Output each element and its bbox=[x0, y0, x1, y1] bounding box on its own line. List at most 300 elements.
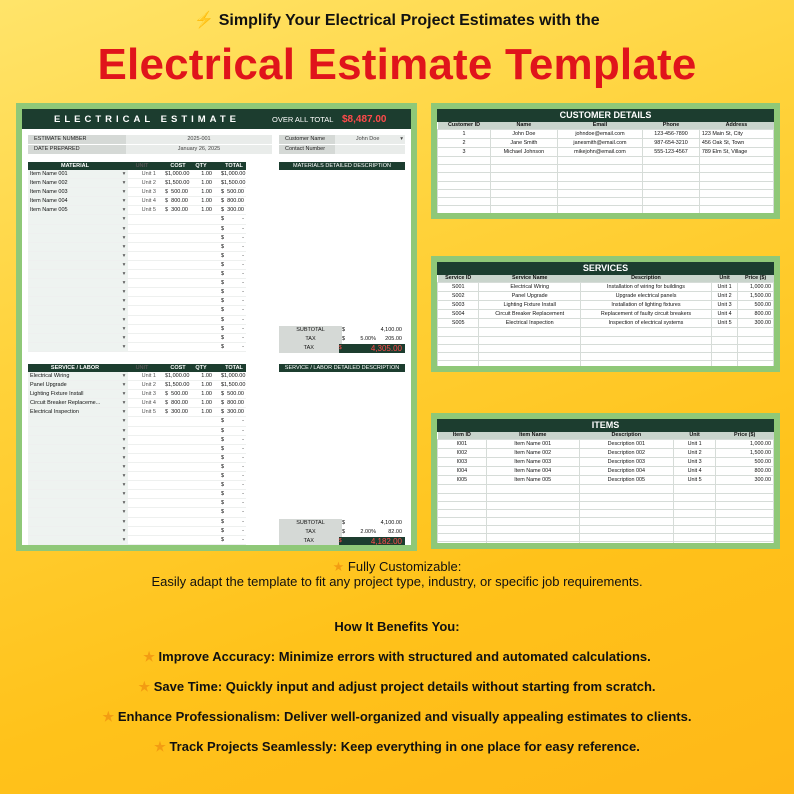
table-cell[interactable]: 500.00 bbox=[716, 458, 774, 467]
qty-cell[interactable]: 1.00 bbox=[201, 409, 212, 416]
qty-cell[interactable] bbox=[190, 325, 214, 333]
table-cell[interactable]: johndoe@email.com bbox=[557, 130, 642, 139]
table-cell[interactable] bbox=[673, 542, 715, 543]
cost-cell[interactable] bbox=[168, 343, 190, 351]
qty-cell[interactable]: 1.00 bbox=[201, 391, 212, 398]
table-cell[interactable]: Replacement of faulty circuit breakers bbox=[581, 310, 712, 319]
qty-cell[interactable] bbox=[190, 243, 214, 251]
table-cell[interactable]: S002 bbox=[438, 292, 479, 301]
table-cell[interactable] bbox=[738, 360, 774, 366]
cost-cell[interactable]: 1,000.00 bbox=[168, 171, 190, 177]
item-select[interactable]: Item Name 001 bbox=[28, 170, 120, 178]
item-select[interactable]: Item Name 005 bbox=[28, 206, 120, 214]
item-select[interactable]: Item Name 002 bbox=[28, 179, 120, 187]
qty-cell[interactable] bbox=[190, 436, 214, 444]
table-cell[interactable] bbox=[716, 485, 774, 493]
customer-name-field[interactable] bbox=[335, 135, 405, 144]
qty-cell[interactable] bbox=[190, 518, 214, 526]
qty-cell[interactable] bbox=[190, 463, 214, 471]
qty-cell[interactable] bbox=[190, 508, 214, 516]
item-select[interactable] bbox=[28, 261, 120, 269]
table-cell[interactable] bbox=[438, 509, 487, 517]
cost-cell[interactable] bbox=[168, 463, 190, 471]
table-cell[interactable] bbox=[716, 493, 774, 501]
item-select[interactable] bbox=[28, 215, 120, 223]
cost-cell[interactable] bbox=[168, 481, 190, 489]
item-select[interactable] bbox=[28, 325, 120, 333]
cost-cell[interactable] bbox=[168, 243, 190, 251]
item-select[interactable]: Circuit Breaker Replaceme... bbox=[28, 399, 120, 407]
dropdown-arrow-icon[interactable]: ▾ bbox=[120, 197, 128, 205]
table-cell[interactable]: 300.00 bbox=[716, 476, 774, 485]
table-cell[interactable] bbox=[486, 525, 579, 533]
table-cell[interactable] bbox=[438, 493, 487, 501]
dropdown-arrow-icon[interactable]: ▾ bbox=[120, 454, 128, 462]
cost-cell[interactable] bbox=[168, 518, 190, 526]
item-select[interactable] bbox=[28, 417, 120, 425]
table-cell[interactable] bbox=[738, 328, 774, 336]
table-cell[interactable]: I004 bbox=[438, 467, 487, 476]
table-cell[interactable]: Description 003 bbox=[579, 458, 673, 467]
table-cell[interactable] bbox=[490, 181, 557, 189]
cost-cell[interactable]: 300.00 bbox=[171, 409, 188, 416]
table-cell[interactable] bbox=[716, 525, 774, 533]
table-cell[interactable] bbox=[673, 485, 715, 493]
qty-cell[interactable] bbox=[190, 316, 214, 324]
dropdown-arrow-icon[interactable]: ▾ bbox=[120, 316, 128, 324]
dropdown-arrow-icon[interactable]: ▾ bbox=[120, 206, 128, 214]
item-select[interactable] bbox=[28, 508, 120, 516]
table-cell[interactable] bbox=[643, 157, 700, 165]
table-cell[interactable]: Electrical Wiring bbox=[479, 283, 581, 292]
table-cell[interactable]: 789 Elm St, Village bbox=[699, 148, 773, 157]
table-cell[interactable] bbox=[643, 189, 700, 197]
table-cell[interactable]: 123 Main St, City bbox=[699, 130, 773, 139]
table-cell[interactable] bbox=[643, 197, 700, 205]
dropdown-arrow-icon[interactable]: ▾ bbox=[120, 279, 128, 287]
item-select[interactable] bbox=[28, 234, 120, 242]
qty-cell[interactable] bbox=[190, 343, 214, 351]
qty-cell[interactable]: 1.00 bbox=[201, 189, 212, 196]
dropdown-arrow-icon[interactable]: ▾ bbox=[120, 436, 128, 444]
cost-cell[interactable] bbox=[168, 279, 190, 287]
table-cell[interactable] bbox=[673, 534, 715, 542]
table-cell[interactable] bbox=[438, 344, 479, 352]
table-cell[interactable] bbox=[716, 501, 774, 509]
table-cell[interactable] bbox=[643, 173, 700, 181]
table-cell[interactable] bbox=[479, 328, 581, 336]
cost-cell[interactable] bbox=[168, 234, 190, 242]
dropdown-arrow-icon[interactable]: ▾ bbox=[400, 136, 403, 142]
qty-cell[interactable] bbox=[190, 481, 214, 489]
table-cell[interactable] bbox=[699, 165, 773, 173]
table-cell[interactable]: Unit 4 bbox=[711, 310, 737, 319]
dropdown-arrow-icon[interactable]: ▾ bbox=[120, 490, 128, 498]
table-cell[interactable] bbox=[486, 509, 579, 517]
table-cell[interactable]: Item Name 003 bbox=[486, 458, 579, 467]
table-cell[interactable] bbox=[673, 501, 715, 509]
table-cell[interactable]: Unit 1 bbox=[711, 283, 737, 292]
table-cell[interactable] bbox=[579, 493, 673, 501]
table-cell[interactable] bbox=[490, 157, 557, 165]
dropdown-arrow-icon[interactable]: ▾ bbox=[120, 188, 128, 196]
qty-cell[interactable] bbox=[190, 527, 214, 535]
qty-cell[interactable]: 1.00 bbox=[201, 180, 212, 187]
qty-cell[interactable] bbox=[190, 234, 214, 242]
table-cell[interactable] bbox=[486, 517, 579, 525]
qty-cell[interactable] bbox=[190, 490, 214, 498]
table-cell[interactable] bbox=[738, 344, 774, 352]
table-cell[interactable]: Item Name 004 bbox=[486, 467, 579, 476]
cost-cell[interactable] bbox=[168, 215, 190, 223]
qty-cell[interactable] bbox=[190, 536, 214, 544]
table-cell[interactable] bbox=[699, 197, 773, 205]
table-cell[interactable] bbox=[438, 173, 491, 181]
table-cell[interactable]: Unit 4 bbox=[673, 467, 715, 476]
table-cell[interactable] bbox=[581, 352, 712, 360]
qty-cell[interactable] bbox=[190, 297, 214, 305]
table-cell[interactable]: Circuit Breaker Replacement bbox=[479, 310, 581, 319]
table-cell[interactable] bbox=[438, 165, 491, 173]
table-cell[interactable] bbox=[673, 509, 715, 517]
qty-cell[interactable]: 1.00 bbox=[201, 400, 212, 407]
item-select[interactable]: Electrical Inspection bbox=[28, 408, 120, 416]
cost-cell[interactable] bbox=[168, 252, 190, 260]
table-cell[interactable]: 1,000.00 bbox=[738, 283, 774, 292]
table-cell[interactable] bbox=[438, 525, 487, 533]
cost-cell[interactable] bbox=[168, 536, 190, 544]
table-cell[interactable] bbox=[557, 189, 642, 197]
item-select[interactable]: Item Name 004 bbox=[28, 197, 120, 205]
table-cell[interactable] bbox=[486, 493, 579, 501]
item-select[interactable] bbox=[28, 279, 120, 287]
cost-cell[interactable]: 1,000.00 bbox=[168, 373, 190, 379]
cost-cell[interactable] bbox=[168, 261, 190, 269]
table-cell[interactable] bbox=[438, 360, 479, 366]
table-cell[interactable]: Item Name 002 bbox=[486, 449, 579, 458]
cost-cell[interactable]: 800.00 bbox=[171, 198, 188, 205]
table-cell[interactable] bbox=[438, 189, 491, 197]
table-cell[interactable] bbox=[699, 189, 773, 197]
table-cell[interactable] bbox=[711, 360, 737, 366]
qty-cell[interactable] bbox=[190, 225, 214, 233]
tax-percent[interactable]: 5.00% bbox=[360, 336, 376, 342]
cost-cell[interactable] bbox=[168, 527, 190, 535]
table-cell[interactable] bbox=[699, 157, 773, 165]
table-cell[interactable]: 123-456-7890 bbox=[643, 130, 700, 139]
table-cell[interactable] bbox=[699, 205, 773, 213]
table-cell[interactable] bbox=[716, 509, 774, 517]
dropdown-arrow-icon[interactable]: ▾ bbox=[120, 427, 128, 435]
table-cell[interactable] bbox=[579, 534, 673, 542]
table-cell[interactable]: 800.00 bbox=[716, 467, 774, 476]
item-select[interactable] bbox=[28, 527, 120, 535]
table-cell[interactable] bbox=[438, 485, 487, 493]
item-select[interactable] bbox=[28, 472, 120, 480]
item-select[interactable] bbox=[28, 499, 120, 507]
item-select[interactable] bbox=[28, 252, 120, 260]
cost-cell[interactable] bbox=[168, 417, 190, 425]
table-cell[interactable] bbox=[738, 336, 774, 344]
item-select[interactable] bbox=[28, 427, 120, 435]
table-cell[interactable] bbox=[711, 328, 737, 336]
item-select[interactable] bbox=[28, 297, 120, 305]
qty-cell[interactable]: 1.00 bbox=[201, 382, 212, 389]
table-cell[interactable] bbox=[557, 157, 642, 165]
table-cell[interactable]: I002 bbox=[438, 449, 487, 458]
item-select[interactable] bbox=[28, 454, 120, 462]
item-select[interactable] bbox=[28, 536, 120, 544]
dropdown-arrow-icon[interactable]: ▾ bbox=[120, 297, 128, 305]
table-cell[interactable]: I003 bbox=[438, 458, 487, 467]
table-cell[interactable]: Electrical Inspection bbox=[479, 319, 581, 328]
table-cell[interactable] bbox=[479, 336, 581, 344]
table-cell[interactable]: Description 005 bbox=[579, 476, 673, 485]
table-cell[interactable] bbox=[490, 205, 557, 213]
dropdown-arrow-icon[interactable]: ▾ bbox=[120, 408, 128, 416]
table-cell[interactable]: 555-123-4567 bbox=[643, 148, 700, 157]
table-cell[interactable]: Lighting Fixture Install bbox=[479, 301, 581, 310]
table-cell[interactable]: Upgrade electrical panels bbox=[581, 292, 712, 301]
item-select[interactable] bbox=[28, 481, 120, 489]
table-cell[interactable]: 987-654-3210 bbox=[643, 139, 700, 148]
dropdown-arrow-icon[interactable]: ▾ bbox=[120, 179, 128, 187]
item-select[interactable]: Lighting Fixture Install bbox=[28, 390, 120, 398]
dropdown-arrow-icon[interactable]: ▾ bbox=[120, 288, 128, 296]
qty-cell[interactable]: 1.00 bbox=[201, 373, 212, 379]
table-cell[interactable]: S004 bbox=[438, 310, 479, 319]
item-select[interactable] bbox=[28, 490, 120, 498]
table-cell[interactable] bbox=[490, 189, 557, 197]
cost-cell[interactable] bbox=[168, 454, 190, 462]
cost-cell[interactable] bbox=[168, 325, 190, 333]
cost-cell[interactable] bbox=[168, 306, 190, 314]
table-cell[interactable] bbox=[486, 534, 579, 542]
table-cell[interactable] bbox=[490, 197, 557, 205]
dropdown-arrow-icon[interactable]: ▾ bbox=[120, 270, 128, 278]
table-cell[interactable]: Unit 5 bbox=[673, 476, 715, 485]
item-select[interactable] bbox=[28, 334, 120, 342]
qty-cell[interactable] bbox=[190, 454, 214, 462]
table-cell[interactable] bbox=[716, 542, 774, 543]
cost-cell[interactable] bbox=[168, 436, 190, 444]
table-cell[interactable]: Installation of lighting fixtures bbox=[581, 301, 712, 310]
qty-cell[interactable] bbox=[190, 427, 214, 435]
table-cell[interactable] bbox=[581, 360, 712, 366]
cost-cell[interactable]: 500.00 bbox=[171, 391, 188, 398]
table-cell[interactable]: Unit 1 bbox=[673, 440, 715, 449]
table-cell[interactable]: 800.00 bbox=[738, 310, 774, 319]
table-cell[interactable] bbox=[438, 534, 487, 542]
cost-cell[interactable]: 800.00 bbox=[171, 400, 188, 407]
table-cell[interactable] bbox=[557, 205, 642, 213]
table-cell[interactable]: 2 bbox=[438, 139, 491, 148]
cost-cell[interactable] bbox=[168, 288, 190, 296]
dropdown-arrow-icon[interactable]: ▾ bbox=[120, 417, 128, 425]
table-cell[interactable]: 1 bbox=[438, 130, 491, 139]
dropdown-arrow-icon[interactable]: ▾ bbox=[120, 463, 128, 471]
table-cell[interactable]: 456 Oak St, Town bbox=[699, 139, 773, 148]
table-cell[interactable] bbox=[438, 328, 479, 336]
cost-cell[interactable]: 500.00 bbox=[171, 189, 188, 196]
dropdown-arrow-icon[interactable]: ▾ bbox=[120, 225, 128, 233]
qty-cell[interactable]: 1.00 bbox=[201, 171, 212, 177]
table-cell[interactable] bbox=[479, 360, 581, 366]
table-cell[interactable] bbox=[581, 328, 712, 336]
table-cell[interactable]: Installation of wiring for buildings bbox=[581, 283, 712, 292]
qty-cell[interactable] bbox=[190, 215, 214, 223]
table-cell[interactable] bbox=[486, 542, 579, 543]
table-cell[interactable] bbox=[557, 165, 642, 173]
table-cell[interactable]: Unit 2 bbox=[711, 292, 737, 301]
table-cell[interactable]: 1,000.00 bbox=[716, 440, 774, 449]
dropdown-arrow-icon[interactable]: ▾ bbox=[120, 518, 128, 526]
dropdown-arrow-icon[interactable]: ▾ bbox=[120, 234, 128, 242]
dropdown-arrow-icon[interactable]: ▾ bbox=[120, 381, 128, 389]
item-select[interactable] bbox=[28, 316, 120, 324]
item-select[interactable]: Item Name 003 bbox=[28, 188, 120, 196]
dropdown-arrow-icon[interactable]: ▾ bbox=[120, 306, 128, 314]
cost-cell[interactable] bbox=[168, 499, 190, 507]
table-cell[interactable] bbox=[581, 336, 712, 344]
cost-cell[interactable] bbox=[168, 225, 190, 233]
cost-cell[interactable] bbox=[168, 508, 190, 516]
cost-cell[interactable]: 300.00 bbox=[171, 207, 188, 214]
qty-cell[interactable] bbox=[190, 334, 214, 342]
cost-cell[interactable] bbox=[168, 316, 190, 324]
item-select[interactable] bbox=[28, 463, 120, 471]
item-select[interactable] bbox=[28, 343, 120, 351]
table-cell[interactable]: S001 bbox=[438, 283, 479, 292]
contact-number-field[interactable] bbox=[335, 145, 405, 154]
tax-percent[interactable]: 2.00% bbox=[360, 529, 376, 535]
qty-cell[interactable] bbox=[190, 306, 214, 314]
cost-cell[interactable] bbox=[168, 490, 190, 498]
table-cell[interactable] bbox=[490, 165, 557, 173]
table-cell[interactable] bbox=[438, 157, 491, 165]
item-select[interactable]: Electrical Wiring bbox=[28, 372, 120, 380]
table-cell[interactable]: S003 bbox=[438, 301, 479, 310]
qty-cell[interactable] bbox=[190, 270, 214, 278]
table-cell[interactable] bbox=[643, 205, 700, 213]
dropdown-arrow-icon[interactable]: ▾ bbox=[120, 243, 128, 251]
dropdown-arrow-icon[interactable]: ▾ bbox=[120, 499, 128, 507]
table-cell[interactable] bbox=[438, 197, 491, 205]
item-select[interactable] bbox=[28, 225, 120, 233]
dropdown-arrow-icon[interactable]: ▾ bbox=[120, 252, 128, 260]
table-cell[interactable] bbox=[438, 542, 487, 543]
table-cell[interactable] bbox=[486, 485, 579, 493]
cost-cell[interactable] bbox=[168, 427, 190, 435]
dropdown-arrow-icon[interactable]: ▾ bbox=[120, 170, 128, 178]
table-cell[interactable]: Unit 2 bbox=[673, 449, 715, 458]
table-cell[interactable] bbox=[699, 181, 773, 189]
table-cell[interactable]: S005 bbox=[438, 319, 479, 328]
table-cell[interactable] bbox=[673, 525, 715, 533]
table-cell[interactable]: Unit 5 bbox=[711, 319, 737, 328]
table-cell[interactable] bbox=[581, 344, 712, 352]
table-cell[interactable] bbox=[579, 485, 673, 493]
table-cell[interactable]: 1,500.00 bbox=[716, 449, 774, 458]
qty-cell[interactable]: 1.00 bbox=[201, 207, 212, 214]
table-cell[interactable] bbox=[643, 181, 700, 189]
cost-cell[interactable]: 1,500.00 bbox=[168, 180, 190, 187]
item-select[interactable] bbox=[28, 306, 120, 314]
dropdown-arrow-icon[interactable]: ▾ bbox=[120, 399, 128, 407]
table-cell[interactable] bbox=[711, 352, 737, 360]
date-prepared-field[interactable]: January 26, 2025 bbox=[126, 145, 272, 154]
estimate-number-field[interactable]: 2025-001 bbox=[126, 135, 272, 144]
table-cell[interactable] bbox=[716, 534, 774, 542]
table-cell[interactable]: Unit 3 bbox=[673, 458, 715, 467]
dropdown-arrow-icon[interactable]: ▾ bbox=[120, 261, 128, 269]
qty-cell[interactable] bbox=[190, 279, 214, 287]
item-select[interactable] bbox=[28, 243, 120, 251]
cost-cell[interactable] bbox=[168, 445, 190, 453]
table-cell[interactable] bbox=[438, 205, 491, 213]
table-cell[interactable] bbox=[557, 173, 642, 181]
table-cell[interactable] bbox=[579, 525, 673, 533]
dropdown-arrow-icon[interactable]: ▾ bbox=[120, 372, 128, 380]
table-cell[interactable] bbox=[711, 336, 737, 344]
table-cell[interactable] bbox=[673, 517, 715, 525]
table-cell[interactable] bbox=[643, 165, 700, 173]
table-cell[interactable] bbox=[438, 336, 479, 344]
table-cell[interactable]: 1,500.00 bbox=[738, 292, 774, 301]
table-cell[interactable]: 3 bbox=[438, 148, 491, 157]
table-cell[interactable] bbox=[479, 344, 581, 352]
qty-cell[interactable] bbox=[190, 417, 214, 425]
table-cell[interactable] bbox=[438, 501, 487, 509]
table-cell[interactable] bbox=[579, 501, 673, 509]
qty-cell[interactable] bbox=[190, 472, 214, 480]
dropdown-arrow-icon[interactable]: ▾ bbox=[120, 445, 128, 453]
table-cell[interactable]: Item Name 005 bbox=[486, 476, 579, 485]
table-cell[interactable]: I005 bbox=[438, 476, 487, 485]
item-select[interactable] bbox=[28, 288, 120, 296]
item-select[interactable] bbox=[28, 436, 120, 444]
cost-cell[interactable] bbox=[168, 270, 190, 278]
table-cell[interactable]: Michael Johnson bbox=[490, 148, 557, 157]
cost-cell[interactable] bbox=[168, 334, 190, 342]
table-cell[interactable] bbox=[490, 173, 557, 181]
dropdown-arrow-icon[interactable]: ▾ bbox=[120, 536, 128, 544]
table-cell[interactable] bbox=[557, 197, 642, 205]
qty-cell[interactable] bbox=[190, 288, 214, 296]
table-cell[interactable] bbox=[738, 352, 774, 360]
cost-cell[interactable] bbox=[168, 472, 190, 480]
item-select[interactable] bbox=[28, 270, 120, 278]
table-cell[interactable]: Jane Smith bbox=[490, 139, 557, 148]
dropdown-arrow-icon[interactable]: ▾ bbox=[120, 343, 128, 351]
table-cell[interactable] bbox=[579, 542, 673, 543]
qty-cell[interactable] bbox=[190, 445, 214, 453]
table-cell[interactable]: 300.00 bbox=[738, 319, 774, 328]
dropdown-arrow-icon[interactable]: ▾ bbox=[120, 390, 128, 398]
dropdown-arrow-icon[interactable]: ▾ bbox=[120, 215, 128, 223]
table-cell[interactable]: I001 bbox=[438, 440, 487, 449]
item-select[interactable] bbox=[28, 518, 120, 526]
table-cell[interactable] bbox=[438, 181, 491, 189]
cost-cell[interactable]: 1,500.00 bbox=[168, 382, 190, 389]
table-cell[interactable]: mikejohn@email.com bbox=[557, 148, 642, 157]
dropdown-arrow-icon[interactable]: ▾ bbox=[120, 472, 128, 480]
table-cell[interactable] bbox=[438, 352, 479, 360]
qty-cell[interactable] bbox=[190, 499, 214, 507]
table-cell[interactable] bbox=[438, 517, 487, 525]
table-cell[interactable]: Description 004 bbox=[579, 467, 673, 476]
table-cell[interactable]: Description 002 bbox=[579, 449, 673, 458]
